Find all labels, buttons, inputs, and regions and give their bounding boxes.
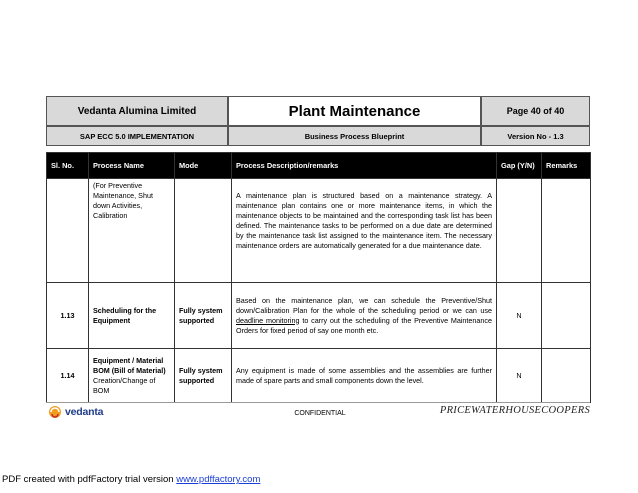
remarks-cell <box>542 349 591 403</box>
sl-cell: 1.14 <box>47 349 89 403</box>
column-header: Mode <box>175 153 232 179</box>
column-header: Process Name <box>89 153 175 179</box>
process-table <box>46 152 591 403</box>
sl-cell: 1.13 <box>47 283 89 349</box>
process-name-bold: Equipment / Material BOM (Bill of Material) <box>93 355 166 375</box>
company-name: Vedanta Alumina Limited <box>46 96 228 126</box>
pdf-note-text: PDF created with pdfFactory trial version <box>2 474 177 485</box>
gap-cell: N <box>497 349 542 403</box>
vedanta-logo-text: vedanta <box>65 406 104 418</box>
remarks-cell <box>542 283 591 349</box>
vedanta-logo-icon <box>48 405 62 419</box>
pwc-logo <box>439 401 594 419</box>
description-cell: A maintenance plan is structured based on a maintenance strategy. A maintenance plan contains one or more maintenance items, in which the maintenance objects to be maintained and the corresponding task list has been defined. The maintenance tasks to be performed on a due date are determined by the maintenance task list assigned to the maintenance item. The necessary maintenance orders are automatically generated for a due maintenance date. <box>232 179 497 283</box>
column-header: Remarks <box>542 153 591 179</box>
process-name-normal: Creation/Change of BOM <box>93 375 156 395</box>
table-row <box>47 283 591 349</box>
description-cell: Any equipment is made of some assemblies and the assemblies are further made of spare parts and small components down the level. <box>232 349 497 403</box>
column-header: Gap (Y/N) <box>497 153 542 179</box>
confidential-label: CONFIDENTIAL <box>294 410 346 417</box>
page-indicator: Page 40 of 40 <box>481 96 590 126</box>
deadline-monitoring-link: deadline monitoring <box>236 315 300 325</box>
sl-cell <box>47 179 89 283</box>
process-cell <box>89 349 175 403</box>
process-cell: (For Preventive Maintenance, Shut down Activities, Calibration <box>89 179 175 283</box>
column-header: Process Description/remarks <box>232 153 497 179</box>
gap-cell: N <box>497 283 542 349</box>
document-title: Plant Maintenance <box>228 96 481 126</box>
mode-cell: Fully system supported <box>175 349 232 403</box>
remarks-cell <box>542 179 591 283</box>
version-label: Version No - 1.3 <box>481 126 590 146</box>
pdf-factory-note <box>2 474 260 485</box>
description-text: to carry out the scheduling of the Preventive Maintenance Orders for fixed period of say one month etc. <box>236 315 493 335</box>
gap-cell <box>497 179 542 283</box>
process-cell: Scheduling for the Equipment <box>89 283 175 349</box>
vedanta-logo <box>48 405 128 419</box>
column-header: Sl. No. <box>47 153 89 179</box>
table-row <box>47 179 591 283</box>
table-row <box>47 349 591 403</box>
pdffactory-link[interactable]: www.pdffactory.com <box>176 474 261 485</box>
pwc-logo-text: PRICEWATERHOUSECOOPERS <box>439 404 590 416</box>
description-cell <box>232 283 497 349</box>
description-text: Based on the maintenance plan, we can schedule the Preventive/Shut down/Calibration Plan for the whole of the scheduling period or we can use <box>236 295 492 315</box>
mode-cell <box>175 179 232 283</box>
document-type: Business Process Blueprint <box>228 126 481 146</box>
project-name: SAP ECC 5.0 IMPLEMENTATION <box>46 126 228 146</box>
table-header-row <box>47 153 591 179</box>
mode-cell: Fully system supported <box>175 283 232 349</box>
